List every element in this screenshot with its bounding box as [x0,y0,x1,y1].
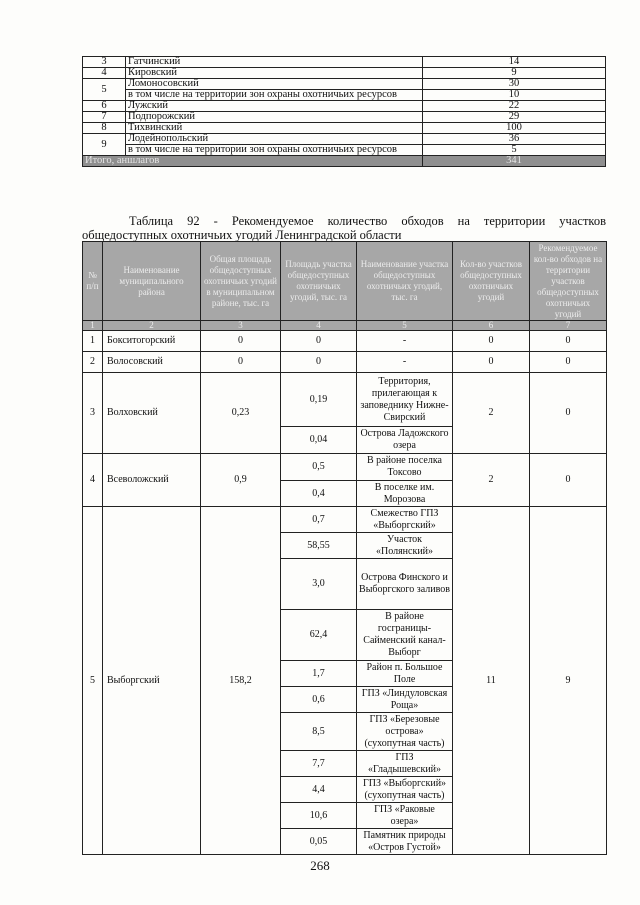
table-row: 4,4 ГПЗ «Выборгский» (сухопутная часть) [83,777,607,803]
index-row: 1 2 3 4 5 6 7 [83,321,607,331]
total-label: Итого, аншлагов [83,156,423,167]
table-row: 10,6 ГПЗ «Раковые озера» [83,803,607,829]
table-row: 58,55 Участок «Полянский» [83,533,607,559]
table-row: 1 Бокситогорский 0 0 - 0 0 [83,331,607,352]
table-row: 4 Всеволожский 0,9 0,5 В районе поселка Токсово 2 0 [83,454,607,481]
table-row: 5 Выборгский 158,2 0,7 Смежество ГПЗ «Выборгский» 11 9 [83,507,607,533]
total-row [83,156,606,167]
column-header: Кол-во участков общедоступных охотничьих угодий [453,242,530,321]
table-row: в том числе на территории зон охраны охотничьих ресурсов 10 [83,90,606,101]
header-row [83,242,607,321]
table-row: 7 Подпорожский 29 [83,112,606,123]
column-header: № п/п [83,242,103,321]
table-row: 8 Тихвинский 100 [83,123,606,134]
page-number: 268 [310,858,330,873]
total-value: 341 [423,156,606,167]
table-row: 9 Лодейнопольский 36 [83,134,606,145]
table-row: 1,7 Район п. Большое Поле [83,661,607,687]
table-row: 2 Волосовский 0 0 - 0 0 [83,352,607,373]
table-row: 5 Ломоносовский 30 [83,79,606,90]
table-row: 3 Гатчинский 14 [83,57,606,68]
table-row: 7,7 ГПЗ «Гладышевский» [83,751,607,777]
rounds-table [82,241,607,855]
table-row: 6 Лужский 22 [83,101,606,112]
table-row: 4 Кировский 9 [83,68,606,79]
column-header: Наименование муниципального района [103,242,201,321]
table-row: 0,6 ГПЗ «Линдуловская Роща» [83,687,607,713]
column-header: Площадь участка общедоступных охотничьих угодий, тыс. га [281,242,357,321]
column-header: Наименование участка общедоступных охотничьих угодий, тыс. га [357,242,453,321]
table-row: 0,04 Острова Ладожского озера [83,427,607,454]
column-header: Общая площадь общедоступных охотничьих угодий в муниципальном районе, тыс. га [201,242,281,321]
table-row: 0,05 Памятник природы «Остров Густой» [83,829,607,855]
table-caption: Таблица 92 - Рекомендуемое количество обходов на территории участков общедоступных охотничьих угодий Ленинградской области [82,214,606,242]
table-row: в том числе на территории зон охраны охотничьих ресурсов 5 [83,145,606,156]
table-row: 8,5 ГПЗ «Березовые острова» (сухопутная часть) [83,713,607,751]
table-row: 3 Волховский 0,23 0,19 Территория, прилегающая к заповеднику Нижне-Свирский 2 0 [83,373,607,427]
table-row: 0,4 В поселке им. Морозова [83,481,607,507]
table-row: 3,0 Острова Финского и Выборгского заливов [83,559,607,610]
table-row: 62,4 В районе госграницы-Сайменский канал-Выборг [83,610,607,661]
anshlag-table [82,56,606,167]
column-header: Рекомендуемое кол-во обходов на территории участков общедоступных охотничьих угодий [530,242,607,321]
